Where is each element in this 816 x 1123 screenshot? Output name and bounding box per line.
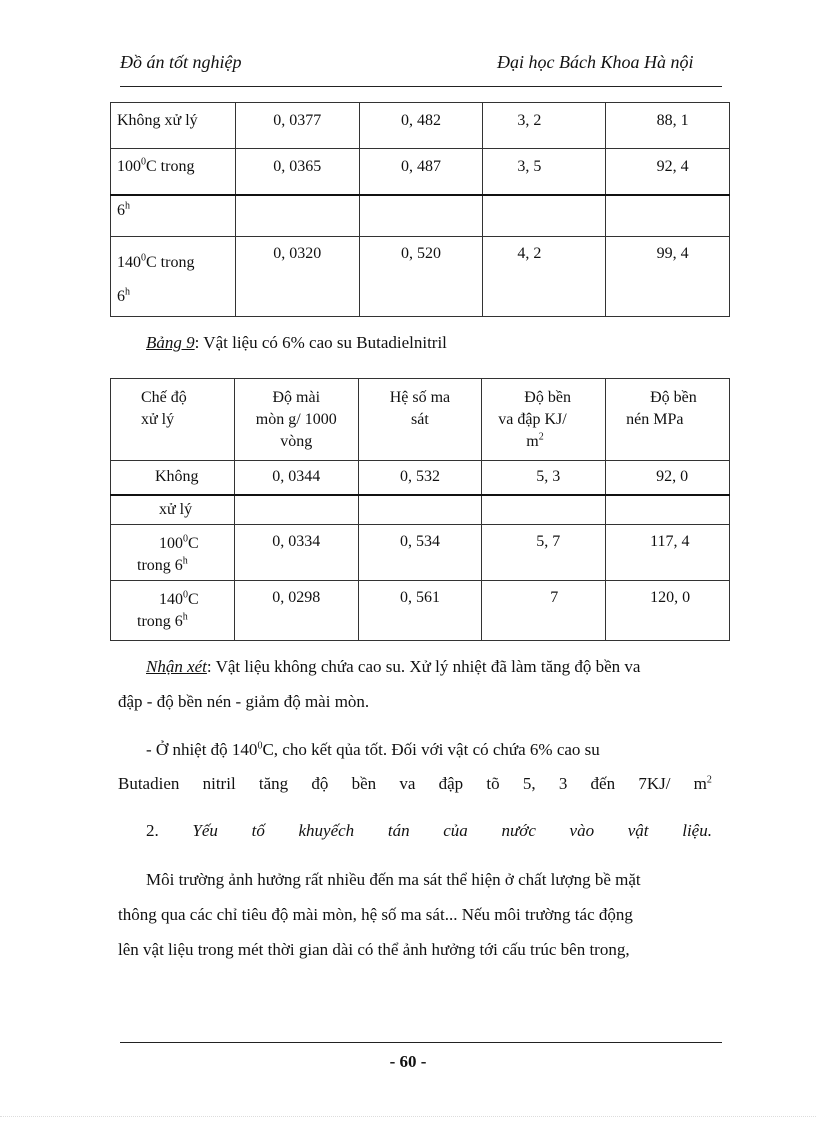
table-cell: 6$^h$ (117, 200, 130, 219)
section-word: tán (387, 821, 410, 840)
table-cell: 4, 2 (517, 245, 542, 262)
table-cell: $100^0C$ trong (117, 156, 195, 175)
table-row (111, 495, 730, 525)
table-cell: 5, 3 (536, 468, 561, 485)
table-cell: 92, 4 (656, 158, 689, 175)
caption-label: Bảng 9 (146, 333, 195, 352)
table-cell: 0, 487 (400, 158, 441, 175)
word: nitril (202, 774, 236, 793)
section-heading (146, 821, 712, 841)
header-right: Đại học Bách Khoa Hà nội (497, 52, 694, 72)
section-number: 2. (146, 821, 159, 840)
table-cell: 117, 4 (650, 533, 690, 550)
table-cell: 0, 482 (400, 112, 441, 129)
table-cell: 0, 0344 (272, 468, 321, 485)
section-word: vào (569, 821, 595, 840)
section-word: của (443, 821, 468, 840)
section-word: tố (251, 821, 265, 840)
section-word: nước (501, 821, 536, 840)
header-rule (120, 86, 722, 87)
section-word: liệu. (682, 821, 712, 840)
table-cell: 0, 0365 (273, 158, 322, 175)
header-left: Đồ án tốt nghiệp (120, 52, 242, 72)
word: tõ (486, 774, 500, 793)
para2-line-1: - Ở nhiệt độ $140^0C$, cho kết qủa tốt. Đối với vật có chứa 6% cao su (146, 740, 600, 759)
table-row (111, 195, 730, 237)
page-number: - 60 - (389, 1052, 427, 1071)
table-cell: 0, 0334 (272, 533, 321, 550)
table-row (111, 237, 730, 317)
table-cell: 0, 520 (400, 245, 441, 262)
section-word: khuyếch (298, 821, 355, 840)
header-cell: Độ bền nén MPa (626, 389, 697, 428)
table-cell: 99, 4 (656, 245, 689, 262)
footer-rule (120, 1042, 722, 1043)
header-cell: Chế độ xử lý (141, 389, 187, 428)
caption-text: : Vật liệu có 6% cao su Butadielnitril (194, 333, 447, 352)
table-cell: $100^0C$ trong 6$^h$ (137, 533, 199, 574)
table-cell: 0, 0377 (273, 112, 322, 129)
section-word: vật (627, 821, 649, 840)
word: độ (311, 774, 329, 793)
table-caption (146, 333, 447, 353)
table-cell: 0, 534 (399, 533, 440, 550)
table-cell: 3, 2 (517, 112, 542, 129)
page-edge-dots (0, 1116, 816, 1117)
table-cell: 92, 0 (656, 468, 689, 485)
table-header-row (111, 379, 730, 461)
table-cell: Không (155, 468, 199, 485)
table-cell: xử lý (159, 500, 193, 518)
table-cell: 0, 0298 (272, 589, 321, 606)
table-cell: Không xử lý (117, 112, 198, 129)
word: tăng (258, 774, 289, 793)
table-row (111, 525, 730, 581)
word: va (399, 774, 416, 793)
table-cell: 0, 532 (399, 468, 440, 485)
para3-line-2: thông qua các chỉ tiêu độ mài mòn, hệ số ma sát... Nếu môi trường tác động (118, 905, 633, 924)
word: 7KJ/ (638, 774, 671, 793)
remark-text: : Vật liệu không chứa cao su. Xử lý nhiệt đã làm tăng độ bền va (206, 657, 641, 676)
table-cell: 5, 7 (536, 533, 561, 550)
table-row (111, 581, 730, 641)
header-cell: Hệ số ma sát (389, 389, 451, 428)
table-cell: 3, 5 (517, 158, 542, 175)
table-row (111, 461, 730, 495)
remark-line-2: đập - độ bền nén - giảm độ mài mòn. (118, 692, 370, 711)
table-cell: 0, 561 (399, 589, 440, 606)
header-cell: Độ mài mòn g/ 1000 vòng (255, 389, 337, 450)
word: bền (351, 774, 377, 793)
header-cell: Độ bền va đập KJ/ $m^2$ (498, 389, 571, 450)
table-cell: 120, 0 (650, 589, 691, 606)
table-cell: 7 (550, 589, 559, 606)
word: đến (590, 774, 616, 793)
table-cell: $140^0C$ trong 6$^h$ (117, 252, 195, 305)
table-cell: $140^0C$ trong 6$^h$ (137, 589, 199, 630)
remark-line-1 (146, 657, 640, 677)
table-row (111, 149, 730, 195)
table-cell: 88, 1 (656, 112, 689, 129)
word: đập (438, 774, 464, 793)
para3-line-1: Môi trường ảnh hưởng rất nhiều đến ma sát thể hiện ở chất lượng bề mặt (146, 870, 641, 889)
word: 3 (558, 774, 568, 793)
table-row (111, 103, 730, 149)
table-1 (110, 102, 730, 317)
section-word: Yếu (192, 821, 218, 840)
table-2 (110, 378, 730, 641)
word: Butadien (118, 774, 180, 793)
unit: $m^2$ (693, 774, 712, 793)
para3-line-3: lên vật liệu trong mét thời gian dài có thể ảnh hưởng tới cấu trúc bên trong, (118, 940, 630, 959)
remark-label: Nhận xét (146, 657, 207, 676)
para2-line-2 (118, 774, 712, 794)
word: 5, (522, 774, 536, 793)
table-cell: 0, 0320 (273, 245, 322, 262)
